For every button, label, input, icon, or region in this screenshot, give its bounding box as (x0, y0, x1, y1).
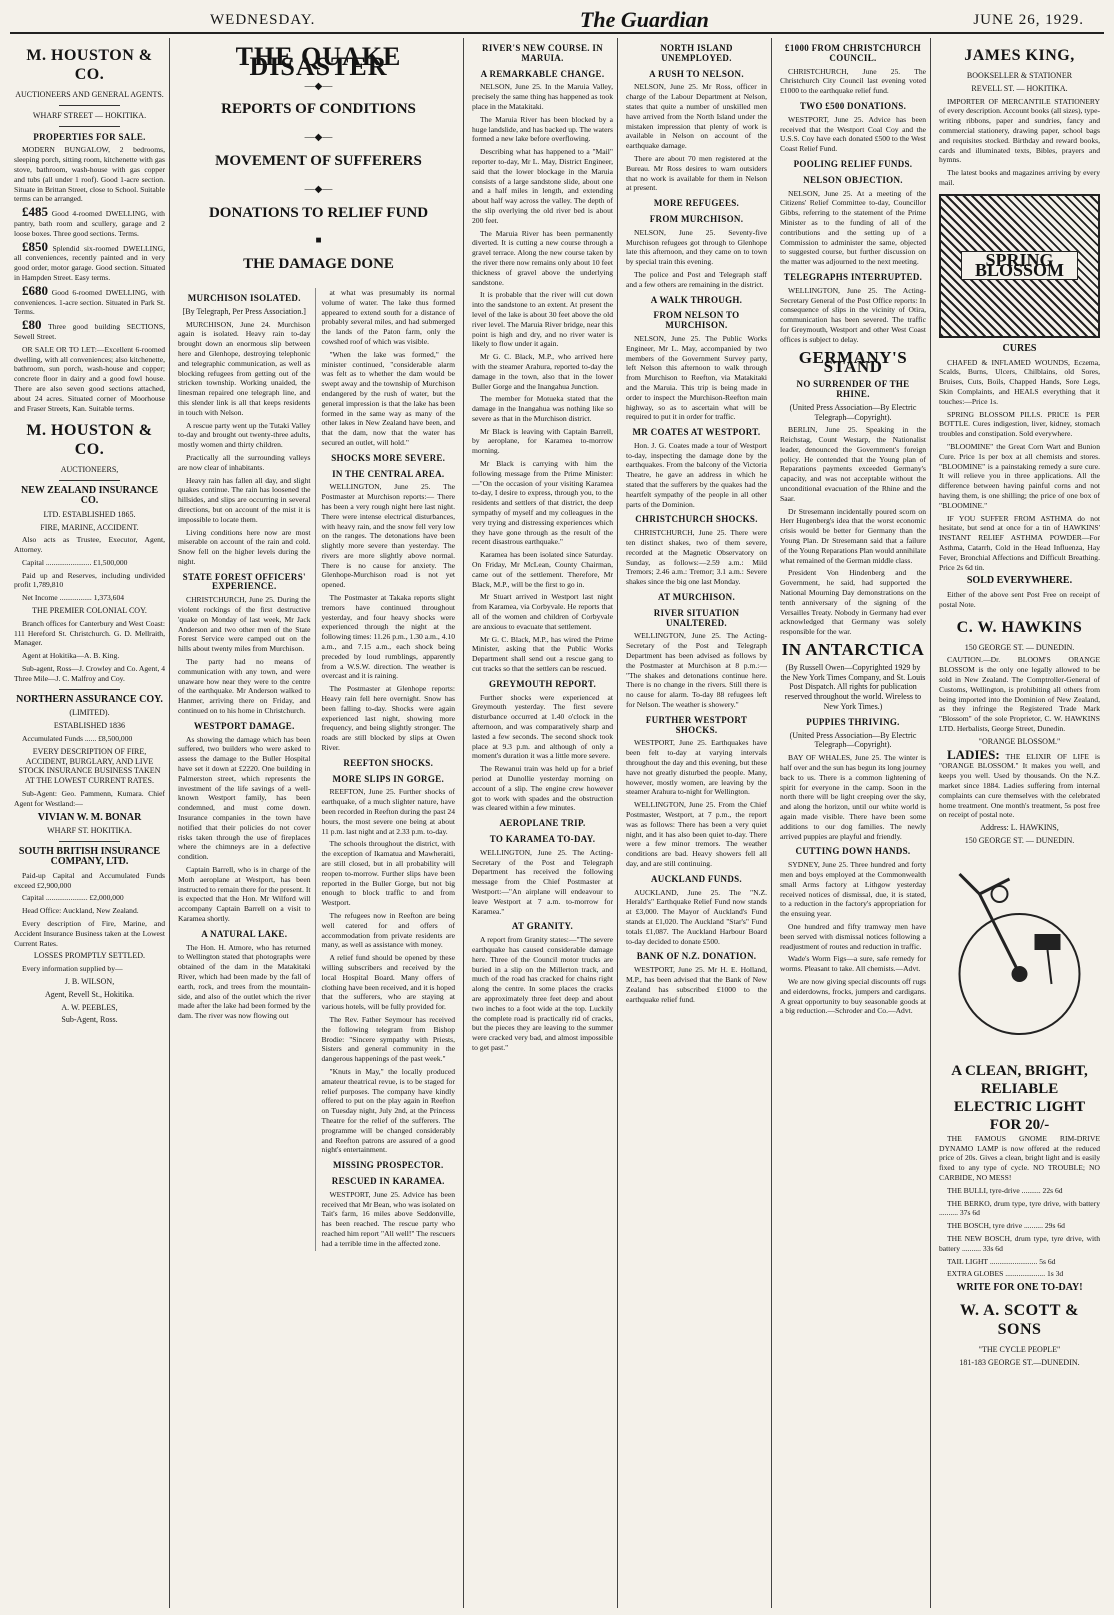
refugees-heading: MORE REFUGEES. (653, 198, 740, 209)
sbi-every: Every description of Fire, Marine, and Accident Insurance Business taken at the Lowest Current Rates. (14, 919, 165, 948)
peebles-name: A. W. PEEBLES, (61, 1002, 118, 1012)
granity-heading: AT GRANITY. (511, 921, 574, 932)
telegraph-credit: [By Telegraph, Per Press Association.] (182, 306, 306, 316)
cycle-lamp-illustration (939, 854, 1100, 1054)
paragraph: There are about 70 men registered at the Bureau. Mr Ross desires to warn outsiders that no work is available for them in Nelson at present. (626, 153, 767, 193)
pooling-heading: POOLING RELIEF FUNDS. (793, 158, 913, 169)
ni-unemployed-heading: NORTH ISLAND UNEMPLOYED. (660, 43, 733, 63)
price-680: £680 (22, 282, 48, 298)
nz-insurance-established: LTD. ESTABLISHED 1865. (43, 509, 136, 519)
james-king-mags: The latest books and magazines arriving by every mail. (939, 168, 1100, 187)
price-tail-light: TAIL LIGHT ......................... 5s 6d (947, 1256, 1056, 1266)
paragraph: WELLINGTON, June 25. The Acting-Secretary General of the Post Office reports: In consequence of slips in the vicinity of Otira, communication has been severed. The traffic for Greymouth, Westport and other West Coast offices is subject to delay. (780, 285, 926, 344)
christchurch-shocks-heading: CHRISTCHURCH SHOCKS. (635, 514, 758, 525)
column-ads-left (10, 38, 170, 1608)
germany-heading: GERMANY'S STAND (798, 347, 908, 377)
quake-sub-4: THE DAMAGE DONE (243, 256, 394, 273)
bungalow-ad: MODERN BUNGALOW, 2 bedrooms, sleeping porch, sitting room, kitchenette with gas stove, bathroom, wash-house with gas copper and tubs (all under 1 roof). Good 1-acre section. Situate in Brittan Street, close to School. Suitable terms can be arranged. (14, 145, 165, 204)
paragraph: One hundred and fifty tramway men have been served with dismissal notices following a readjustment of routes and reduction in traffic. (780, 921, 926, 951)
cures-heading: CURES (1002, 342, 1037, 354)
houston-heading: M. HOUSTON & CO. (26, 47, 153, 83)
from-murchison-heading: FROM MURCHISON. (649, 213, 744, 224)
sub-agent: Sub-agent, Ross—J. Crowley and Co. Agent, 4 Three Mile—J. C. Malfroy and Coy. (14, 664, 166, 683)
james-king-address: REVELL ST. — HOKITIKA. (971, 83, 1068, 93)
paragraph: Karamea has been isolated since Saturday. On Friday, Mr McLean, County Chairman, came out of the settlement. Therefore, Mr Black, M.P., will be the first to go in. (472, 550, 613, 589)
cutting-hands-heading: CUTTING DOWN HANDS. (795, 846, 911, 857)
paragraph: NELSON, June 25. Seventy-five Murchison refugees got through to Glenhope late this afternoon, and they came on to town by special train this evening. (626, 227, 767, 267)
walk-heading: A WALK THROUGH. (650, 294, 743, 305)
paragraph: NELSON, June 25. The Public Works Engineer, Mr L. May, accompanied by two members of the Government Survey party, left Nelson this afternoon to walk through from Murchison to Reefton, via Matakitaki and the Maruia. This trip is being made in order to inspect the Murchison-Reefton main highway, so as to ascertain what will be required to put it in order for traffic. (626, 333, 767, 422)
paragraph: The party had no means of communication with any town, and were unaware how near they were to the centre of the earthquake. Mr Anderson walked to Hanmer, arriving there on Friday, and continued on to his home in Christchurch. (178, 657, 311, 716)
quake-sub-3: DONATIONS TO RELIEF FUND (208, 204, 429, 221)
scott-sub: "THE CYCLE PEOPLE" (978, 1344, 1061, 1354)
price-bulli: THE BULLI, tyre-drive .......... 22s 6d (947, 1185, 1063, 1195)
paragraph: Dr Stresemann incidentally poured scorn on Herr Hugenberg's idea that the worst economic crisis would be better for Germany than the Young Plan. Dr Stresemann said that a failure of the Young Reparations Plan would annihilate what remained of the German middle class. (780, 506, 926, 565)
scott-address: 181-183 GEORGE ST.—DUNEDIN. (959, 1357, 1080, 1367)
divider (59, 689, 119, 690)
paragraph: WELLINGTON, June 25. The Acting-Secretary of the Post and Telegraph Department has been advised as follows by the Postmaster at Murchison at 8 p.m.:— "The shakes and detonations continue here. There is no change in the rivers. Still there is no cause for alarm. To-day 88 refugees left for Nelson. The weather is showery." (626, 631, 767, 710)
paragraph: WESTPORT, June 25. Advice has been received that Mr Bean, who was isolated on Tait's farm, 16 miles above Seddonville, has been reached. The rescue party who reached him report "All well!" The rescuers had a terrible time in the affected zone. (321, 1189, 455, 1248)
james-king-heading: JAMES KING, (964, 47, 1075, 64)
chch-council-heading: £1000 FROM CHRISTCHURCH COUNCIL. (785, 43, 921, 63)
spring-blossom-logo (939, 194, 1100, 338)
divider (59, 105, 119, 106)
paragraph: A relief fund should be opened by these willing subscribers and received by the local Hospital Board. Many offers of clothing have been received, and it is hoped that the sufferers, who are staying at various hotels, will be fully provided for. (321, 953, 455, 1012)
electric-light-heading: ELECTRIC LIGHT FOR 20/- (953, 1098, 1086, 1133)
paragraph: The Maruia River has been permanently diverted. It is cutting a new course through a gravel terrace. Along the new course taken by the river there now remains only about 10 feet thickness of gravel above the underlying sandstone. (472, 228, 613, 287)
orange-blossom: "ORANGE BLOSSOM." (978, 736, 1061, 746)
paragraph: Mr G. C. Black, M.P., has wired the Prime Minister, asking that the Public Works Department shall send out a rescue gang to cut tracks so that the settlers can be rescued. (472, 634, 613, 674)
paragraph: CHRISTCHURCH, June 25. During the violent rockings of the first destructive 'quake on Monday of last week, Mr Jack Anderson and two other men of the State Forest Service were camped out on the hills about twenty miles from Murchison. (178, 595, 311, 654)
northern-heading: NORTHERN ASSURANCE COY. (16, 693, 163, 705)
paragraph: NELSON, June 25. In the Maruia Valley, precisely the same thing has happened as took place in the Matakitaki. (472, 82, 613, 111)
paragraph: The Rewanui train was held up for a brief period at Dunollie yesterday morning on account of a slip. The engine crew however got to work with spades and the obstruction was cleared within a few minutes. (472, 764, 613, 813)
nz-insurance-capital: Capital ........................ £1,500,000 (22, 557, 128, 567)
murchison-heading: MURCHISON ISOLATED. (187, 292, 301, 303)
telegraphs-heading: TELEGRAPHS INTERRUPTED. (783, 271, 923, 282)
price-850: £850 (22, 238, 48, 254)
price-extra-globes: EXTRA GLOBES ..................... 1s 3d (947, 1269, 1064, 1279)
paragraph: President Von Hindenberg and the Government, he said, had supported the National Mourning Day demonstrations on the tenth anniversary of the signing of the Versailles Treaty. Nobody in Germany had ever acknowledged that Germany was solely responsible for the war. (780, 568, 926, 637)
premier-coy: THE PREMIER COLONIAL COY. (32, 606, 147, 616)
price-80-text: Three good building SECTIONS, Sewell Street. (14, 322, 165, 341)
further-shocks-heading: FURTHER WESTPORT SHOCKS. (645, 714, 748, 735)
bonar-address: WHARF ST. HOKITIKA. (47, 826, 132, 836)
northern-funds: Accumulated Funds ...... £8,500,000 (22, 734, 133, 744)
price-80: £80 (22, 317, 42, 333)
bloomine-ad: "BLOOMINE" the Great Corn Wart and Bunion Cure. Price 1s per box at all chemists and stores. "BLOOMINE" is a painstaking remedy a sure cure. It will relieve you in three applications. All the difference between having painful corns and not having them, is one shilling; the price of one box of "BLOOMINE." (939, 441, 1100, 510)
paragraph: NELSON, June 25. At a meeting of the Citizens' Relief Committee to-day, Councillor Gibbs, referring to the statement of the Prime Minister as to the funding of all of the contributions and the setting up of a Commission to administer the same, objected to suggested course, but further discussion on the matter was adjourned to the next meeting. (780, 188, 926, 267)
walk-sub: FROM NELSON TO MURCHISON. (653, 310, 740, 331)
properties-heading: PROPERTIES FOR SALE. (33, 131, 146, 142)
antarctica-credit: (By Russell Owen—Copyrighted 1929 by the New York Times Company, and St. Louis Post Dispatch. All rights for publication reserved throughout the world. Wireless to New York Times.) (780, 662, 926, 712)
paragraph: CHRISTCHURCH, June 25. There were ten distinct shakes, two of them severe, recorded at the Magnetic Observatory on Sunday, as follows:—2.59 a.m.: Mild Tremors; 2.46 a.m.: Tremor; 3.1 a.m.: Severe shakes since the big one last Monday. (626, 528, 767, 587)
hawkins-address-3: 150 GEORGE ST. — DUNEDIN. (964, 836, 1075, 846)
paragraph: CHRISTCHURCH, June 25. The Christchurch City Council last evening voted £1000 to the earthquake relief fund. (780, 66, 926, 96)
coates-heading: MR COATES AT WESTPORT. (632, 427, 761, 438)
to-let-ad: OR SALE OR TO LET:—Excellent 6-roomed dwelling, with all conveniences; also kitchenette, bathroom, sun porch, wash-house and copper; concrete floor in dairy and a good fowl house. There are also seven good sections attached, about 24 acres. Situated corner of Moorhouse and Fraser Streets, Kan. Suitable terms. (14, 344, 165, 413)
ornament-icon: ■ (315, 235, 322, 247)
quake-sub-1: REPORTS OF CONDITIONS (221, 101, 416, 118)
wilson-name: J. B. WILSON, (64, 976, 115, 986)
antarctica-heading: IN ANTARCTICA (781, 640, 925, 660)
quake-body (178, 288, 459, 1252)
masthead (10, 8, 1104, 34)
ornament-icon: —◆— (304, 80, 333, 92)
masthead-day: WEDNESDAY. (210, 11, 316, 28)
paragraph: The Postmaster at Takaka reports slight tremors have continued throughout yesterday, and four heavy shocks were experienced through the night at the following times: 11.26 p.m., 1.30 a.m., 4.10 a.m., and 7.15 a.m., each shock being preceded by loud rumblings, apparently from a W.S.W. direction. The weather is overcast and it is raining. (321, 593, 455, 681)
james-king-sub: BOOKSELLER & STATIONER (966, 71, 1073, 80)
masthead-paper-title: The Guardian (579, 7, 709, 32)
price-850-text: Splendid six-roomed DWELLING, all conveniences, recently painted and in very good order, motor garage. Good section. Situated in Hampden Street. Easy terms. (14, 243, 165, 282)
paragraph: The refugees now in Reefton are being well catered for and offers of accommodation from private residents are many, as well as assistance with money. (321, 910, 455, 950)
cures-text: CHAFED & INFLAMED WOUNDS, Eczema, Scalds, Burns, Ulcers, Chilblains, old Sores, Bruises, Cuts, Boils, Chapped Hands, Sore Legs, Skin Complaints, and HEALS everything that it touches:—Price 1s. (939, 357, 1100, 406)
paragraph: As showing the damage which has been suffered, two builders who were asked to assess the damage to the Buller Hospital have set it down at £2220. One building in Palmerston street, which represents the investment of the life savings of a well-known Westport family, has been condemned, and must come down. Insurance companies in the town have notified that their policies do not cover risks taken through the use of fireplaces where the chimneys are in a defective condition. (178, 734, 311, 862)
paragraph: MURCHISON, June 24. Murchison again is isolated. Heavy rain to-day brought down an enormous slip between here and Glenhope, destroying telephonic and telegraphic communication, as well as blocking refugees from getting out of the stricken township. Working unaided, the linesman repaired one telegraph line, and this slender link is all that keeps residents in touch with Nelson. (178, 319, 311, 417)
wilson-address: Agent, Revell St., Hokitika. (44, 989, 135, 999)
nz-insurance-heading: NEW ZEALAND INSURANCE CO. (20, 485, 159, 506)
paragraph: Wade's Worm Figs—a sure, safe remedy for worms. Pleasant to take. All chemists.—Advt. (780, 954, 926, 974)
write-today: WRITE FOR ONE TO-DAY! (956, 1282, 1083, 1294)
paragraph: The Hon. H. Atmore, who has returned to Wellington stated that photographs were obtained of the dam in the Matakitaki River, which had been made by the fall of earth, rock, and trees from the mountain-side, and also of the outlet which the river made after the lake had been formed by the dam. The river was now flowing out (178, 942, 311, 1021)
column-news-3 (468, 38, 618, 1608)
price-485-text: Good 4-roomed DWELLING, with pantry, bath room and scullery, garage and 2 loose boxes. Three good sections. Terms. (14, 209, 165, 238)
northern-limited: (LIMITED). (69, 708, 110, 718)
sbi-paid: Paid-up Capital and Accumulated Funds exceed £2,900,000 (14, 870, 165, 890)
paragraph: The member for Motueka stated that the damage in the Inangahua was nothing like so severe as that in the Murchison district. (472, 394, 613, 423)
hawkins-address-2: Address: L. HAWKINS, (980, 823, 1059, 833)
germany-credit: (United Press Association—By Electric Telegraph—Copyright). (789, 402, 917, 422)
paragraph: Captain Barrell, who is in charge of the Moth aeroplane at Westport, has been instructed to remain there for the present. It is expected that the Hon. Mr Wilford will accompany Captain Barrell on a visit to Karamea shortly. (178, 865, 311, 923)
paragraph: SYDNEY, June 25. Three hundred and forty men and boys employed at the Commonwealth small Arms factory at Lithgow yesterday received notices of dismissal, due, it is stated, to a reduction in the factory's appropriation for the ensuing year. (780, 860, 926, 919)
ladies-text: THE ELIXIR OF LIFE is "ORANGE BLOSSOM." It makes you well, and keeps you well. Used by thousands. On the N.Z. market since 1884. Ladies suffering from internal complaints can cure themselves with the celebrated home treatment. One month's treatment, 5s post free on receipt of postal note. (939, 751, 1100, 820)
paragraph: BERLIN, June 25. Speaking in the Reichstag, Count Westarp, the Nationalist leader, denounced the Government's foreign policy. He contended that the Young plan of Reparations payments exceeded Germany's capacity, and was not acceptable without the unconditional evacuation of the Rhine and the Saar. (780, 425, 926, 503)
caution-text: CAUTION.—Dr. BLOOM'S ORANGE BLOSSOM is the only one legally allowed to be sold in New Zealand. The Comptroller-General of Customs, Wellington, is prohibiting all others from being imported into the Dominion of New Zealand, as they infringe the Registered Trade Mark "Blossom" of the sole Proprietor, C. W. HAWKINS LTD. Herbalists, George Street, Dunedin. (939, 655, 1100, 734)
paragraph: Heavy rain has fallen all day, and slight quakes continue. The rain has loosened the hillsides, and slips are occurring in several directions, but on account of the mist it is impossible to locate them. (178, 475, 311, 524)
paragraph: We are now giving special discounts off rugs and eiderdowns, frocks, jumpers and cardigans. A great opportunity to buy seasonable goods at a big reduction.—Schroder and Co.—Advt. (780, 976, 926, 1016)
nz-insurance-types: FIRE, MARINE, ACCIDENT. (40, 522, 139, 532)
either-text: Either of the above sent Post Free on receipt of postal Note. (939, 590, 1100, 609)
price-berko: THE BERKO, drum type, tyre drive, with battery .......... 37s 6d (939, 1198, 1100, 1218)
auckland-funds-heading: AUCKLAND FUNDS. (650, 873, 742, 884)
rush-heading: A RUSH TO NELSON. (649, 68, 744, 79)
paragraph: Mr Black is carrying with him the following message from the Prime Minister:—"On the occasion of your visiting Karamea to-day, I desire to express, through you, to the residents and settlers of that district, the deep sympathy of myself and my colleagues in the very trying and distressing experiences which they have gone through as the result of the recent disastrous earthquake." (472, 459, 613, 547)
ornament-icon: —◆— (304, 183, 333, 195)
peebles-address: Sub-Agent, Ross. (61, 1015, 118, 1025)
river-situation-heading: RIVER SITUATION UNALTERED. (653, 607, 740, 628)
paragraph: The police and Post and Telegraph staff and a few others are remaining in the district. (626, 269, 767, 289)
paragraph: A report from Granity states:—"The severe earthquake has caused considerable damage here. Three of the Council motor trucks are buried in a slip on the Millerton track, and much of the road has cracked for chains right along the centre. In some places the cracks are approximately three feet deep and about two inches to a foot wide at the top. Luckily the complete road is practically rid of cracks, but the pieces they are leaving to the summer were cracked very bad, and almost impossible to get past." (472, 935, 613, 1052)
quake-title: THE QUAKE DISASTER (235, 42, 402, 81)
masthead-date: JUNE 26, 1929. (973, 11, 1084, 28)
bonar-name: VIVIAN W. M. BONAR (37, 811, 142, 823)
missing-heading: MISSING PROSPECTOR. (332, 1160, 444, 1171)
pills-ad: SPRING BLOSSOM PILLS. PRICE 1s PER BOTTLE. Cures indigestion, liver, kidney, stomach troubles and constipation. Sold everywhere. (939, 409, 1100, 439)
south-british-heading: SOUTH BRITISH INSURANCE COMPANY, LTD. (18, 846, 161, 868)
river-heading: RIVER'S NEW COURSE. IN MARUIA. (482, 43, 603, 63)
paragraph: "Knuts in May," the locally produced amateur theatrical revue, is to be staged for relief purposes. The company have kindly offered to put on the play again in Reefton on Tuesday night, July 2nd, at the Princess Theatre for the relief of the sufferers. The programme will be changed considerably and Reefton patrons are assured of a good night's entertainment. (321, 1066, 455, 1155)
nz-insurance-income: Net Income ................. 1,373,604 (22, 593, 125, 603)
puppies-heading: PUPPIES THRIVING. (806, 716, 900, 727)
price-680-text: Good 6-roomed DWELLING, with conveniences. 1-acre section. Situated in Park St. Terms. (14, 287, 165, 317)
quake-sub-2: MOVEMENT OF SUFFERERS (215, 152, 422, 169)
price-new-bosch: THE NEW BOSCH, drum type, tyre drive, with battery .......... 33s 6d (939, 1234, 1100, 1253)
paragraph: AUCKLAND, June 25. The "N.Z. Herald's" Earthquake Relief Fund now stands at £3,000. The Mayor of Auckland's Fund stands at £1,020. The Auckland "Star's" Fund totals £1,087. The Auckland Harbour Board to-day decided to donate £500. (626, 887, 767, 946)
kumara-agent: Sub-Agent: Geo. Pammenn, Kumara. Chief Agent for Westland:— (14, 789, 165, 808)
houston-sub: AUCTIONEERS AND GENERAL AGENTS. (15, 90, 164, 99)
northern-description: EVERY DESCRIPTION OF FIRE, ACCIDENT, BURGLARY, AND LIVE STOCK INSURANCE BUSINESS TAKEN AT THE LOWEST CURRENT RATES. (18, 746, 161, 786)
spring-blossom-label: SPRING BLOSSOM (961, 251, 1078, 281)
divider (59, 480, 119, 481)
paragraph: A rescue party went up the Tutaki Valley to-day and brought out twenty-three adults, mostly women and thirty children. (178, 420, 311, 450)
paragraph: Living conditions here now are most miserable on account of the rain and cold. Snow fell on the higher levels during the night. (178, 527, 311, 566)
divider (59, 126, 119, 127)
scott-heading: W. A. SCOTT & SONS (960, 1301, 1079, 1338)
houston-sub-2: AUCTIONEERS, (60, 465, 119, 475)
objection-heading: NELSON OBJECTION. (803, 174, 903, 185)
paragraph: Mr G. C. Black, M.P., who arrived here with the steamer Arahura, reported to-day the damage in the town, also that in the lower Buller Gorge and the Inangahua Junction. (472, 352, 613, 391)
rescued-heading: RESCUED IN KARAMEA. (331, 1175, 445, 1186)
hawkins-heading: C. W. HAWKINS (956, 618, 1083, 636)
paragraph: Hon. J. G. Coates made a tour of Westport to-day, inspecting the damage done by the earthquakes. From the balcony of the Victoria Theatre, he gave an address in which he stated that the sufferers by the quakes had the heartfelt sympathy of the people in all other parts of the Dominion. (626, 440, 767, 509)
paragraph: WELLINGTON, June 25. From the Chief Postmaster, Westport, at 7 p.m., the report was as follows: There has been a very quiet night, and it has also been quiet to-day. There were a few minor tremors. The weather conditions are bad. Heavy showers fell all day, and are still continuing. (626, 800, 767, 868)
clean-bright-heading: A CLEAN, BRIGHT, RELIABLE (951, 1062, 1088, 1097)
asthma-ad: IF YOU SUFFER FROM ASTHMA do not hesitate, but send at once for a tin of HAWKINS' INSTANT RELIEF ASTHMA POWDER—For Asthma, Catarrh, Cold in the Head Influenza, Hay Fever, Bronchial Affections and Difficult Breathing. Price 2s 6d tin. (939, 513, 1100, 572)
dynamo-text: THE FAMOUS GNOME RIM-DRIVE DYNAMO LAMP is now offered at the reduced price of 20s. Gives a clean, bright light and is easily fixed to any type of cycle. NO TROUBLE; NO CARBIDE, NO MESS! (939, 1133, 1100, 1183)
nz-insurance-acts: Also acts as Trustee, Executor, Agent, Attorney. (14, 535, 165, 555)
paragraph: Describing what has happened to a "Mail" reporter to-day, Mr L. May, District Engineer, said that the lower blockage in the Maruia consists of a large sandstone slide, about one and a half miles in length, and extending about half way across the valley. The depth of the slip overlying the old river bed is about 200 feet. (472, 147, 613, 225)
at-murchison-heading: AT MURCHISON. (657, 592, 736, 603)
paragraph: REEFTON, June 25. Further shocks of earthquake, of a much slighter nature, have been recorded in Reefton during the past 24 hours, the most severe one being at about 11 p.m. last night and at 2.33 p.m. to-day. (321, 787, 455, 836)
column-news-4 (622, 38, 772, 1608)
nz-insurance-reserves: Paid up and Reserves, including undivided profit 1,789,810 (14, 570, 165, 590)
sbi-info: Every information supplied by— (22, 964, 123, 974)
central-area-heading: IN THE CENTRAL AREA. (332, 468, 445, 479)
hawkins-address: 150 GEORGE ST. — DUNEDIN. (964, 642, 1075, 652)
houston-address: WHARF STREET — HOKITIKA. (32, 110, 147, 120)
paragraph: WELLINGTON, June 25. The Acting-Secretary of the Post and Telegraph Department has received the following message from the Chief Postmaster at Westport:—"An airplane will endeavour to leave Westport at 7 a.m. to-morrow for Karamea." (472, 847, 613, 916)
branch-offices: Branch offices for Canterbury and West Coast: 111 Hereford St. Christchurch. G. D. Mellraith, Manager. (14, 618, 165, 648)
northern-established: ESTABLISHED 1836 (53, 721, 126, 731)
paragraph: WELLINGTON, June 25. The Postmaster at Murchison reports:— There has been a very rough night here last night. There were intense electrical disturbances, with heavy rain, and the snow fell very low on the ranges. The detonations have been slightly more severe than yesterday. The rivers are more slightly above normal. There is no cause for anxiety. The Glenhope-Murchison road is not yet opened. (321, 482, 455, 590)
paragraph: The Rev. Father Seymour has received the following telegram from Bishop Brodie: "Sincere sympathy with Priests, Sisters and general community in the dangerous happenings of the past week." (321, 1014, 455, 1064)
ornament-icon: —◆— (304, 132, 333, 144)
westport-damage-heading: WESTPORT DAMAGE. (193, 720, 295, 731)
aeroplane-heading: AEROPLANE TRIP. (499, 818, 586, 829)
greymouth-heading: GREYMOUTH REPORT. (488, 678, 597, 689)
two-donations-heading: TWO £500 DONATIONS. (799, 100, 907, 111)
column-news-5 (776, 38, 931, 1608)
sbi-office: Head Office: Auckland, New Zealand. (22, 906, 139, 916)
sbi-capital: Capital ...................... £2,000,000 (22, 893, 124, 903)
paragraph: BAY OF WHALES, June 25. The winter is half over and the sun has begun its long journey back to us. There is a common lightening of spirit for everyone in the camp. Soon in the north there will be light creeping over the sky, and along the horizon, until our white world is again made visible. There have been some additions to our dog families. The newly arrived puppies are playful and friendly. (780, 753, 926, 841)
natural-lake-heading: A NATURAL LAKE. (201, 928, 288, 939)
paragraph: WESTPORT, June 25. Earthquakes have been felt to-day at varying intervals throughout the day and this evening, but these have not greatly disturbed the people. Many, however, mostly women, are leaving by the steamer Arahura to-night for Wellington. (626, 738, 767, 797)
bank-donation-heading: BANK OF N.Z. DONATION. (636, 951, 757, 962)
price-bosch: THE BOSCH, tyre drive .......... 29s 6d (947, 1221, 1065, 1231)
column-quake (174, 38, 464, 1608)
price-485: £485 (22, 204, 48, 220)
sold-everywhere: SOLD EVERYWHERE. (966, 575, 1073, 587)
puppies-credit: (United Press Association—By Electric Telegraph—Copyright). (789, 730, 917, 750)
divider (59, 841, 119, 842)
paragraph: Mr Black is leaving with Captain Barrell, by aeroplane, for Karamea to-morrow morning. (472, 426, 613, 456)
gorge-heading: MORE SLIPS IN GORGE. (332, 773, 445, 784)
ladies-label: LADIES: (947, 746, 1000, 762)
paragraph: Practically all the surrounding valleys are now clear of inhabitants. (178, 452, 311, 472)
houston-heading-2: M. HOUSTON & CO. (26, 422, 153, 459)
state-forest-heading: STATE FOREST OFFICERS' EXPERIENCE. (182, 571, 306, 592)
shocks-heading: SHOCKS MORE SEVERE. (331, 452, 446, 463)
paragraph: It is probable that the river will cut down into the sandstone to an extent. At present the level of the lake is about 30 feet above the old river level. The Maruia River bridge, near this point is high and dry, and no river water is likely to flow under it again. (472, 290, 613, 349)
paragraph: Mr Stuart arrived in Westport last night from Karamea, via Corbyvale. He reports that all of the women and children of Corbyvale are anxious to evacuate that settlement. (472, 592, 613, 631)
paragraph: Further shocks were experienced at Greymouth yesterday. The first severe disturbance occurred at 1.40 o'clock in the afternoon, and was comparatively sharp and lasted a few seconds. The second shock took place at 9.3 p.m. and although of only a moment's duration it was a little more severe. (472, 692, 613, 761)
agent-hokitika: Agent at Hokitika—A. B. King. (22, 651, 120, 661)
column-ads-right (935, 38, 1104, 1608)
change-heading: A REMARKABLE CHANGE. (480, 68, 605, 79)
paragraph: WESTPORT, June 25. Advice has been received that the Westport Coal Coy and the U.S.S. Coy have each donated £500 to the West Coast Relief Fund. (780, 114, 926, 154)
sbi-losses: LOSSES PROMPTLY SETTLED. (33, 951, 146, 961)
rhine-heading: NO SURRENDER OF THE RHINE. (796, 379, 910, 399)
paragraph: WESTPORT, June 25. Mr H. E. Holland, M.P., has been advised that the Bank of New Zealand has subscribed £1000 to the earthquake relief fund. (626, 965, 767, 1004)
karamea-heading: TO KARAMEA TO-DAY. (489, 833, 596, 844)
paragraph: at what was presumably its normal volume of water. The lake thus formed appeared to extend south for a distance of probably several miles, and had submerged the lands of the Paton farm, only the cowshed roof of which was visible. (321, 287, 455, 346)
james-king-text: IMPORTER OF MERCANTILE STATIONERY of every description. Account books (all sizes), type-writing ribbons, paper and sundries, fancy and commercial stationery, drawing paper, school bags and requisites stocked. Birthday and reward books, cards and illuminated texts, Bibles, prayers and hymns. (939, 96, 1100, 165)
paragraph: NELSON, June 25. Mr Ross, officer in charge of the Labour Department at Nelson, states that quite a number of unskilled men have arrived from the North Island under the mistaken impression that plenty of work is available in Nelson on account of the earthquake damage. (626, 82, 767, 151)
paragraph: The Maruia River has been blocked by a huge landslide, and has backed up. The waters formed a new lake before overflowing. (472, 114, 613, 144)
paragraph: The Postmaster at Glenhope reports: Heavy rain fell here overnight. Snow has been falling to-day. Shocks were again experienced last night, showing more frequency, and being slightly stronger. The roads are still blocked by slips at Owen River. (321, 684, 455, 753)
bicycle-icon (939, 854, 1100, 1054)
paragraph: "When the lake was formed," the minister continued, "considerable alarm was felt as to whether the dam would be swept away and the township of Murchison endangered by the rush of water, but the general impression is that the lake has been formed in the same way as many of the other lakes in New Zealand have been, and that the dam, now that the water has secured an outlet, will hold." (321, 349, 455, 447)
reefton-heading: REEFTON SHOCKS. (343, 757, 434, 768)
newspaper-columns (10, 38, 1104, 1608)
paragraph: The schools throughout the district, with the exception of Ikamatua and Mawheraiti, are still closed, but in all probability will reopen to-morrow. Further slips have been reported in the Buller Gorge, but not big enough to block traffic to and from Westport. (321, 839, 455, 908)
